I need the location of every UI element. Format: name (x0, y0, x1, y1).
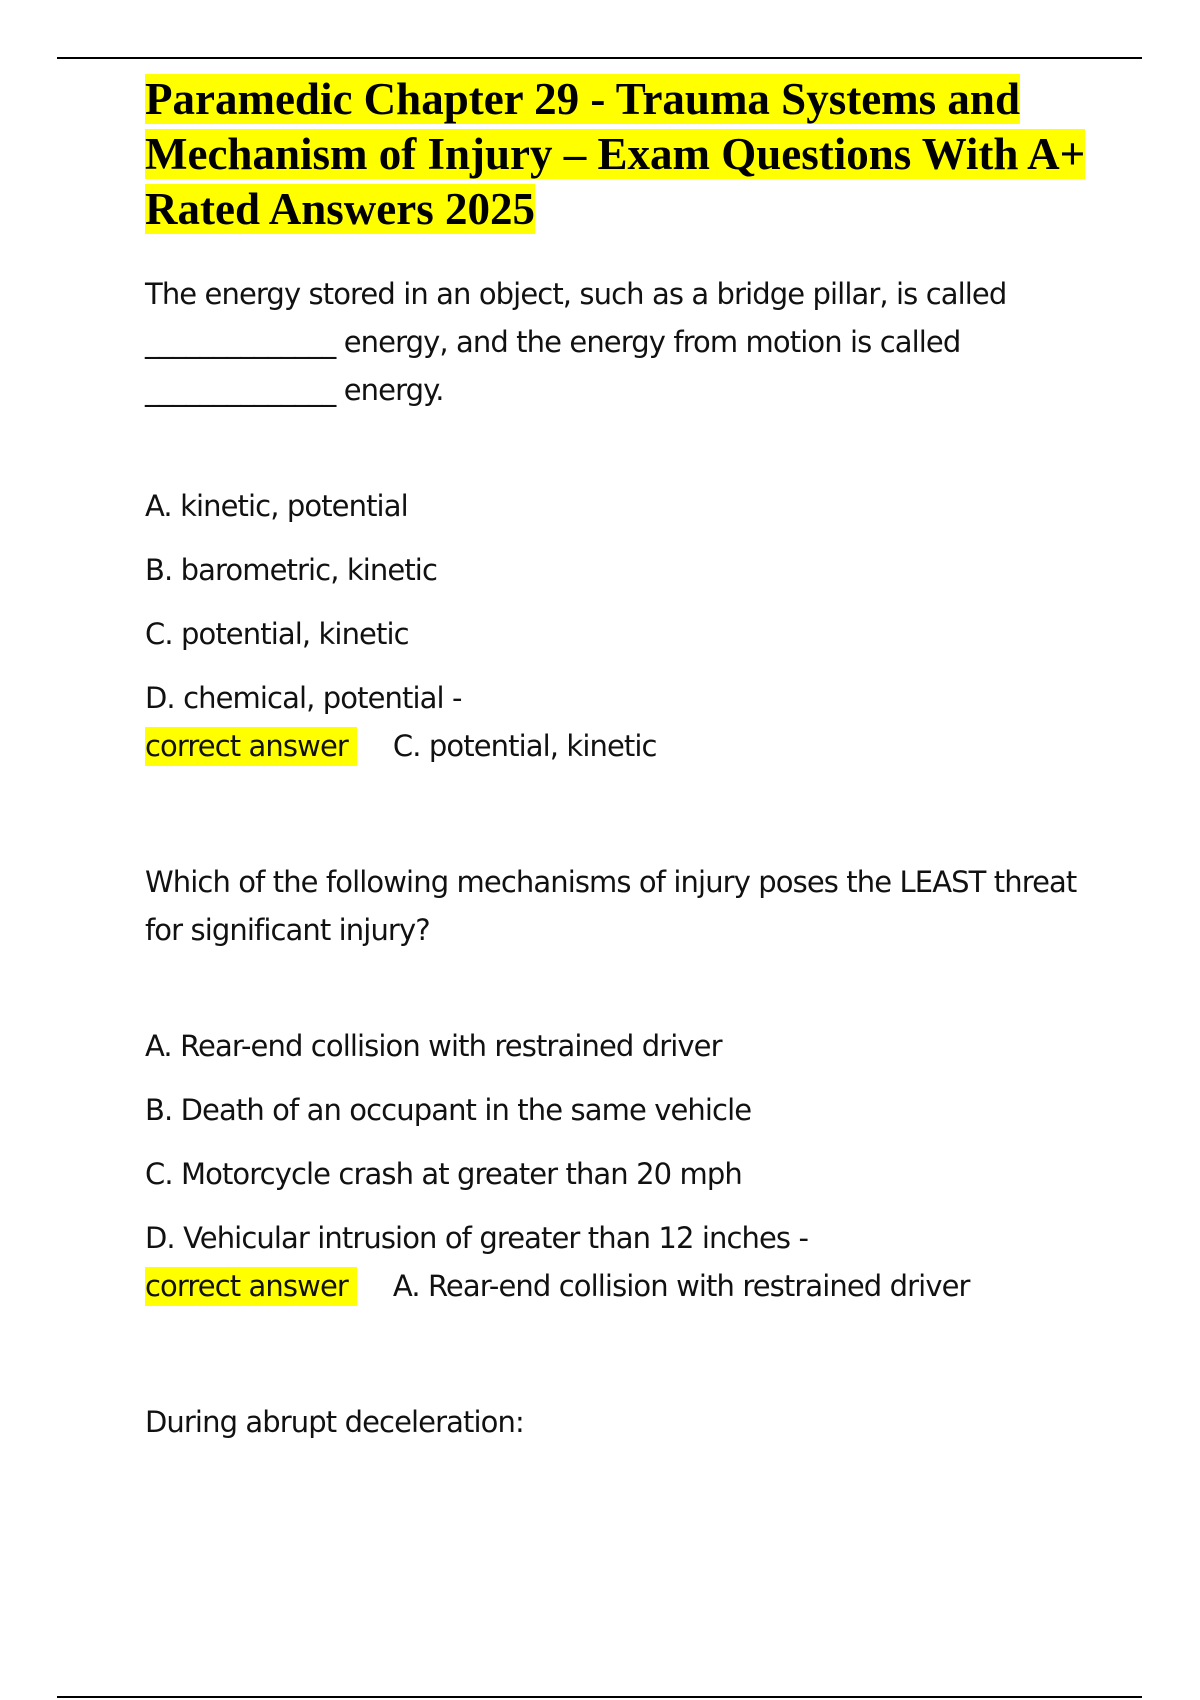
option-list (145, 482, 1105, 770)
question-block-3 (145, 1398, 1105, 1446)
option-b: B. Death of an occupant in the same vehicle (145, 1093, 752, 1127)
option-list (145, 1022, 1105, 1310)
option-d: D. Vehicular intrusion of greater than 12 inches - (145, 1221, 809, 1255)
question-block-2 (145, 858, 1105, 1310)
correct-answer-badge: correct answer (145, 1267, 357, 1306)
correct-answer-text: C. potential, kinetic (392, 729, 657, 763)
option-c: C. Motorcycle crash at greater than 20 mph (145, 1157, 742, 1191)
option-c: C. potential, kinetic (145, 617, 409, 651)
question-prompt: Which of the following mechanisms of injury poses the LEAST threat for significant injury? (145, 865, 1077, 947)
option-a: A. kinetic, potential (145, 489, 408, 523)
title-highlight: Paramedic Chapter 29 - Trauma Systems and Mechanism of Injury – Exam Questions With A+ Rated Answers 2025 (145, 74, 1086, 234)
option-a: A. Rear-end collision with restrained driver (145, 1029, 722, 1063)
option-d: D. chemical, potential - (145, 681, 462, 715)
correct-answer-text: A. Rear-end collision with restrained driver (392, 1269, 970, 1303)
document-content (145, 72, 1105, 1446)
answer-line (145, 722, 1105, 770)
answer-line (145, 1262, 1105, 1310)
question-prompt: During abrupt deceleration: (145, 1405, 524, 1439)
question-prompt: The energy stored in an object, such as a bridge pillar, is called ______________ energy, and the energy from motion is called ______________ energy. (145, 277, 1007, 407)
document-title (145, 72, 1105, 237)
bottom-divider (57, 1696, 1142, 1698)
option-b: B. barometric, kinetic (145, 553, 438, 587)
top-divider (57, 57, 1142, 59)
question-block-1 (145, 270, 1105, 770)
correct-answer-badge: correct answer (145, 727, 357, 766)
